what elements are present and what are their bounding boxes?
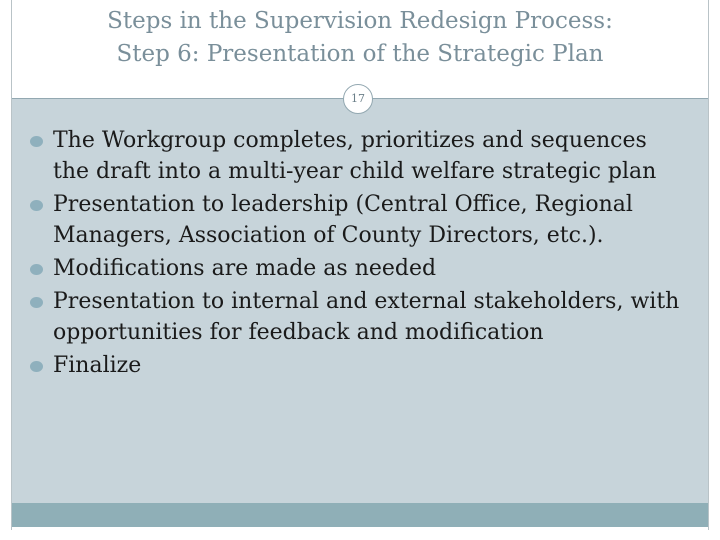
bullet-dot-icon [30, 136, 43, 147]
bottom-bar [12, 503, 708, 527]
bullet-dot-icon [30, 297, 43, 308]
bullet-item [12, 253, 708, 284]
title-line-1: Steps in the Supervision Redesign Process: [107, 8, 613, 34]
content-panel [12, 99, 708, 503]
bullet-item [12, 350, 708, 381]
bullet-dot-icon [30, 200, 43, 211]
bullet-item [12, 125, 708, 187]
bullet-text: Presentation to internal and external stakeholders, with opportunities for feedback and modification [53, 289, 680, 345]
bullet-dot-icon [30, 264, 43, 275]
title-line-2: Step 6: Presentation of the Strategic Plan [116, 41, 604, 67]
bullet-item [12, 286, 708, 348]
bullet-list [12, 125, 708, 383]
bullet-item [12, 189, 708, 251]
page-number-badge: 17 [343, 84, 373, 114]
bullet-text: Modifications are made as needed [53, 256, 437, 281]
bullet-text: The Workgroup completes, prioritizes and sequences the draft into a multi-year child welfare strategic plan [53, 128, 657, 184]
bullet-text: Finalize [53, 353, 142, 378]
slide-title [12, 0, 708, 96]
bullet-dot-icon [30, 361, 43, 372]
bullet-text: Presentation to leadership (Central Office, Regional Managers, Association of County Directors, etc.). [53, 192, 633, 248]
